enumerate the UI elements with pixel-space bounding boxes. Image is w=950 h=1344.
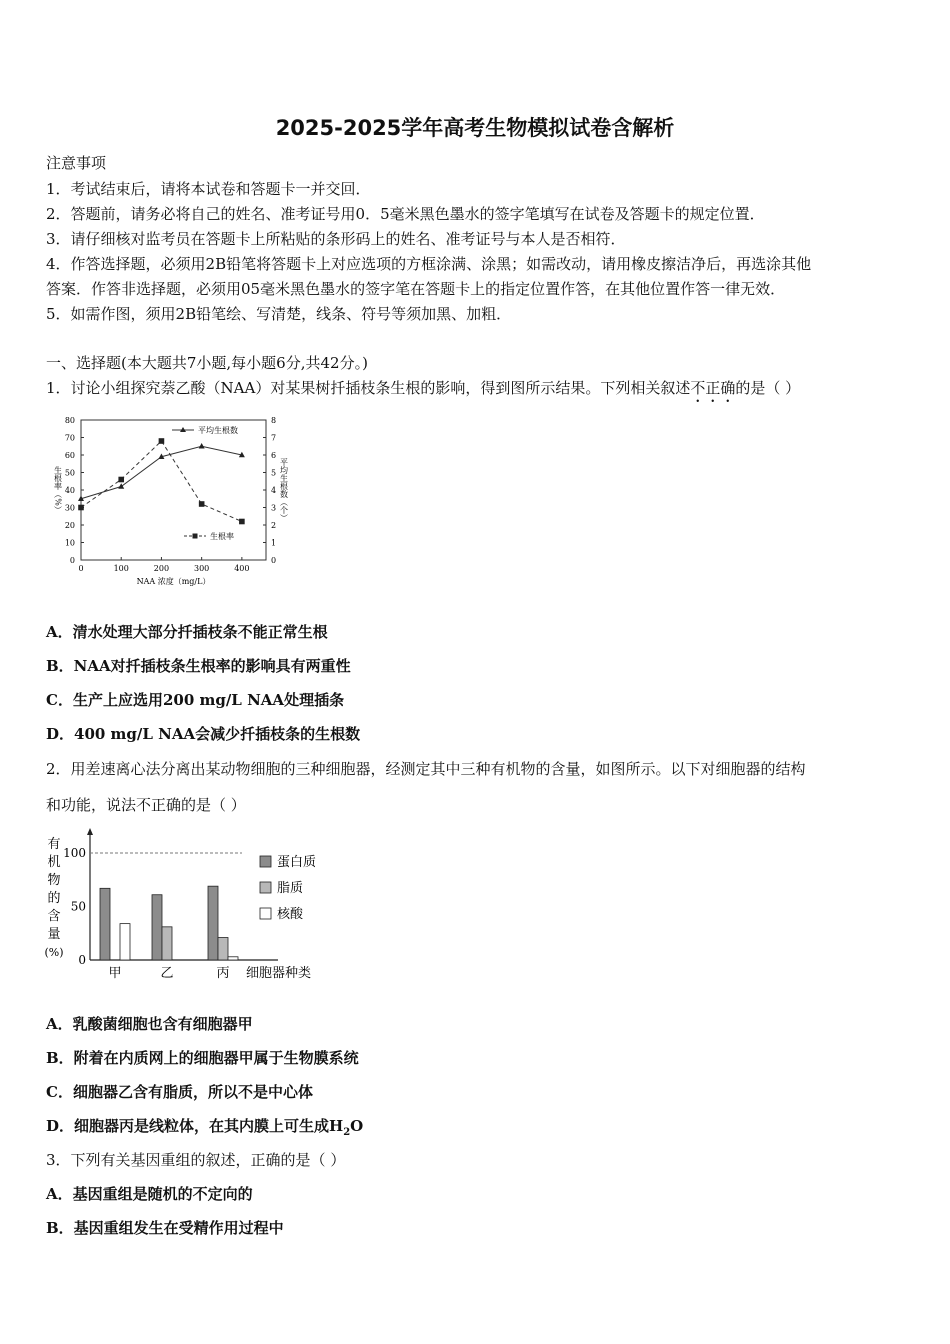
q3-option-a[interactable]: A．基因重组是随机的不定向的 (46, 1185, 253, 1203)
question-2-stem-line2: 和功能，说法不正确的是（ ） (46, 796, 246, 814)
data-point-square (239, 519, 245, 525)
y-left-tick-label: 30 (64, 503, 75, 513)
notice-item: 5．如需作图，须用2B铅笔绘、写清楚，线条、符号等须加黑、加粗． (46, 305, 512, 323)
q1-option-c[interactable]: C．生产上应选用200 mg/L NAA处理插条 (46, 691, 345, 709)
question-1-stem (46, 377, 800, 406)
y-left-tick-label: 20 (64, 521, 75, 530)
bar-2 (218, 938, 228, 960)
data-point-triangle (118, 483, 124, 488)
y-right-tick-label: 6 (271, 451, 277, 460)
x-axis-label: NAA 浓度（mg/L） (136, 577, 211, 586)
q2-option-a[interactable]: A．乳酸菌细胞也含有细胞器甲 (46, 1015, 253, 1033)
notice-item: 答案．作答非选择题，必须用05毫米黑色墨水的签字笔在答题卡上的指定位置作答，在其他位置作答一律无效． (46, 280, 786, 298)
naa-line-chart (44, 408, 304, 590)
q1-stem-tail: 的是（ ） (735, 379, 801, 397)
legend-label: 平均生根数 (198, 426, 238, 435)
x-tick-label: 300 (194, 564, 210, 573)
y-left-tick-label: 40 (64, 486, 75, 495)
organelle-bar-chart (40, 826, 340, 986)
y-right-tick-label: 3 (271, 503, 277, 513)
y-right-axis-label: 平均生根数（个） (279, 458, 289, 522)
x-axis-label: 细胞器种类 (246, 966, 312, 981)
bar-3 (120, 924, 130, 960)
y-right-tick-label: 7 (271, 433, 277, 443)
notice-item: 1．考试结束后，请将本试卷和答题卡一并交回． (46, 180, 371, 198)
q2-option-d[interactable] (46, 1115, 363, 1138)
y-axis-label: 有机物的含量(%) (44, 837, 64, 959)
y-right-tick-label: 5 (271, 468, 277, 478)
q3-option-b[interactable]: B．基因重组发生在受精作用过程中 (46, 1219, 284, 1237)
data-point-square (78, 505, 84, 511)
q1-option-d[interactable]: D．400 mg/L NAA会减少扦插枝条的生根数 (46, 725, 361, 743)
notice-item: 2．答题前，请务必将自己的姓名、准考证号用0．5毫米黑色墨水的签字笔填写在试卷及答题卡的规定位置． (46, 205, 765, 223)
q1-option-a[interactable]: A．清水处理大部分扦插枝条不能正常生根 (46, 623, 328, 641)
y-left-tick-label: 80 (64, 416, 75, 425)
page-title: 2025-2025学年高考生物模拟试卷含解析 (275, 116, 675, 140)
data-point-square (159, 438, 165, 444)
y-left-tick-label: 10 (64, 538, 75, 548)
q2-option-c[interactable]: C．细胞器乙含有脂质，所以不是中心体 (46, 1083, 313, 1101)
q1-stem-text: 1．讨论小组探究萘乙酸（NAA）对某果树扦插枝条生根的影响，得到图所示结果。下列相关叙述 (46, 379, 691, 397)
y-left-tick-label: 60 (64, 451, 75, 460)
x-tick-label: 400 (234, 564, 250, 573)
x-tick-label: 丙 (216, 966, 230, 981)
q2-option-b[interactable]: B．附着在内质网上的细胞器甲属于生物膜系统 (46, 1049, 359, 1067)
y-right-tick-label: 2 (271, 521, 277, 530)
series-line-2 (81, 441, 242, 522)
bar-1 (100, 888, 110, 960)
bar-1 (152, 895, 162, 960)
data-point-triangle (199, 443, 205, 448)
data-point-square (199, 501, 205, 507)
legend-label: 生根率 (210, 532, 234, 541)
y-left-tick-label: 70 (64, 433, 75, 443)
q2-option-d-tail: O (350, 1117, 364, 1135)
bar-3 (228, 957, 238, 960)
legend-swatch (260, 856, 271, 867)
notice-item: 3．请仔细核对监考员在答题卡上所粘贴的条形码上的姓名、准考证号与本人是否相符． (46, 230, 626, 248)
y-right-tick-label: 4 (271, 486, 277, 495)
legend-swatch (260, 908, 271, 919)
bar-1 (208, 886, 218, 960)
x-tick-label: 100 (113, 564, 129, 573)
y-left-tick-label: 50 (64, 468, 75, 478)
q1-option-b[interactable]: B．NAA对扦插枝条生根率的影响具有两重性 (46, 657, 351, 675)
y-left-tick-label: 0 (69, 556, 75, 565)
question-3-stem: 3．下列有关基因重组的叙述，正确的是（ ） (46, 1151, 346, 1169)
legend-label: 核酸 (277, 907, 304, 922)
y-tick-label: 100 (63, 846, 86, 860)
y-right-tick-label: 0 (271, 556, 277, 565)
y-right-tick-label: 8 (271, 416, 277, 425)
y-tick-label: 50 (70, 899, 86, 914)
y-left-axis-label: 生根率（%） (53, 466, 63, 514)
x-tick-label: 乙 (160, 966, 174, 981)
data-point-square (118, 477, 124, 483)
y-axis-arrow (87, 828, 93, 835)
x-tick-label: 甲 (108, 966, 122, 981)
bar-2 (162, 927, 172, 960)
q2-option-d-text: D．细胞器丙是线粒体，在其内膜上可生成H (46, 1117, 344, 1135)
q2-option-d-subscript: 2 (343, 1127, 351, 1138)
q1-stem-emphasis: 不正确 (690, 379, 736, 397)
legend-marker-square (193, 534, 198, 539)
section-heading: 一、选择题(本大题共7小题,每小题6分,共42分。) (46, 354, 368, 372)
legend-label: 蛋白质 (277, 855, 317, 870)
legend-label: 脂质 (277, 881, 304, 896)
x-tick-label: 0 (78, 564, 84, 573)
question-2-stem-line1: 2．用差速离心法分离出某动物细胞的三种细胞器，经测定其中三种有机物的含量，如图所示。以下对细胞器的结构 (46, 760, 806, 778)
notice-item: 4．作答选择题，必须用2B铅笔将答题卡上对应选项的方框涂满、涂黑；如需改动，请用橡皮擦洁净后，再选涂其他 (46, 255, 812, 273)
notice-heading: 注意事项 (46, 154, 107, 172)
y-right-tick-label: 1 (271, 538, 277, 548)
x-tick-label: 200 (153, 564, 170, 573)
y-tick-label: 0 (78, 953, 86, 967)
legend-swatch (260, 882, 271, 893)
